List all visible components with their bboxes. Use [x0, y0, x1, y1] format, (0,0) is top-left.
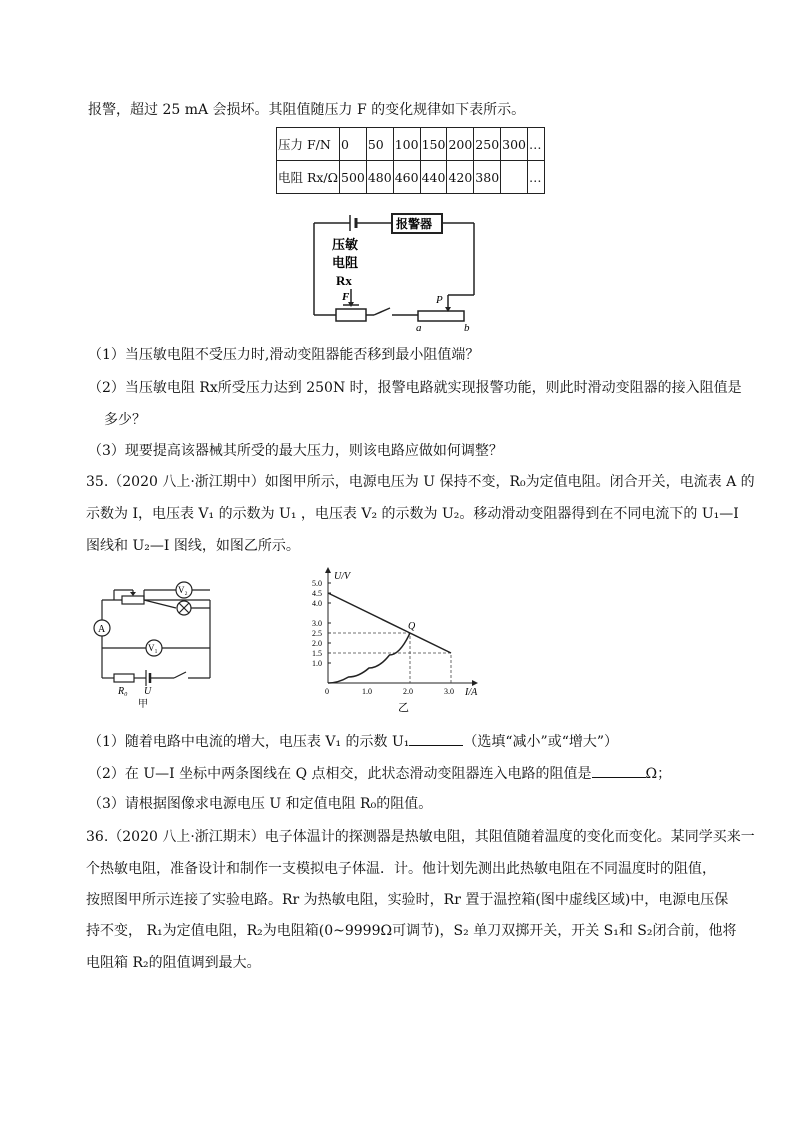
y-tick-label: 2.5 — [312, 629, 322, 638]
series-line-u1 — [328, 593, 451, 653]
table-cell: 250 — [474, 128, 501, 161]
x-tick-label: 2.0 — [403, 687, 413, 696]
voltmeter-v1-label: V₁ — [148, 643, 158, 653]
question-text: （2）在 U—I 坐标中两条图线在 Q 点相交，此状态滑动变阻器连入电路的阻值是 — [88, 766, 592, 782]
table-cell: 440 — [420, 161, 447, 194]
r0-label: R₀ — [118, 686, 128, 697]
intro-text: 报警，超过 25 mA 会损坏。其阻值随压力 F 的变化规律如下表所示。 — [88, 102, 526, 118]
y-tick-label: 1.0 — [312, 659, 322, 668]
question-text: Ω； — [645, 766, 672, 782]
series-curve-u2 — [328, 633, 410, 683]
question-text: （选填“减小”或“增大”） — [463, 734, 619, 750]
end-a-label: a — [416, 322, 422, 334]
question-text: 按照图甲所示连接了实验电路。Rr 为热敏电阻，实验时，Rr 置于温控箱(图中虚线区域)中，电源电压保 — [86, 892, 729, 908]
x-axis-label: I/A — [465, 687, 478, 698]
question-text: （2）当压敏电阻 Rx所受压力达到 250N 时，报警电路就实现报警功能，则此时滑动变阻器的接入阻值是 — [88, 380, 742, 396]
table-cell: 0 — [340, 128, 367, 161]
sensor-label: 电阻 — [332, 255, 359, 270]
y-axis-label: U/V — [334, 571, 351, 582]
table-cell: 100 — [393, 128, 420, 161]
guide-dashed-line — [328, 633, 410, 683]
y-tick-label: 5.0 — [312, 579, 322, 588]
table-cell: 电阻 Rx/Ω — [277, 161, 340, 194]
question-text: 持不变， R₁为定值电阻，R₂为电阻箱(0~9999Ω可调节)，S₂ 单刀双掷开关，开关 S₁和 S₂闭合前，他将 — [86, 923, 737, 939]
y-tick-label: 2.0 — [312, 639, 322, 648]
alarm-circuit-diagram — [300, 205, 490, 335]
x-tick-label: 0 — [325, 687, 329, 696]
u-label: U — [144, 686, 152, 697]
table-cell: … — [528, 161, 545, 194]
pressure-resistance-table — [276, 127, 545, 194]
alarm-label: 报警器 — [396, 217, 433, 231]
slider-label: P — [436, 294, 443, 306]
table-cell: … — [528, 128, 545, 161]
ui-graph-figure-yi — [300, 565, 485, 715]
question-text: 多少？ — [104, 412, 146, 428]
force-label: F — [342, 291, 350, 303]
table-row — [277, 128, 545, 161]
sensor-label: Rx — [336, 273, 352, 288]
end-b-label: b — [464, 322, 470, 334]
question-text — [88, 731, 618, 752]
sensor-label: 压敏 — [332, 237, 359, 252]
y-tick-label: 1.5 — [312, 649, 322, 658]
table-cell: 380 — [474, 161, 501, 194]
question-text: 图线和 U₂—I 图线，如图乙所示。 — [86, 538, 300, 554]
question-text: （3）现要提高该器械其所受的最大压力，则该电路应做如何调整？ — [88, 443, 503, 459]
voltmeter-v2-label: V₂ — [178, 585, 188, 595]
question-text: 个热敏电阻，准备设计和制作一支模拟电子体温．计。他计划先测出此热敏电阻在不同温度时的阻值， — [86, 861, 716, 877]
question-text: （3）请根据图像求电源电压 U 和定值电阻 R₀的阻值。 — [88, 796, 433, 812]
y-tick-label: 4.0 — [312, 599, 322, 608]
figure-caption: 甲 — [138, 699, 148, 710]
table-row — [277, 161, 545, 194]
question-text: 电阻箱 R₂的阻值调到最大。 — [86, 955, 261, 971]
table-cell: 300 — [501, 128, 528, 161]
question-text: 36.（2020 八上·浙江期末）电子体温计的探测器是热敏电阻，其阻值随着温度的变化而变化。某同学买来一 — [86, 829, 755, 845]
x-tick-label: 3.0 — [444, 687, 454, 696]
question-text: 35.（2020 八上·浙江期中）如图甲所示，电源电压为 U 保持不变，R₀为定值电阻。闭合开关，电流表 A 的 — [86, 474, 755, 490]
table-cell: 500 — [340, 161, 367, 194]
question-text: （1）当压敏电阻不受压力时,滑动变阻器能否移到最小阻值端？ — [88, 347, 480, 363]
table-cell: 压力 F/N — [277, 128, 340, 161]
y-tick-label: 4.5 — [312, 589, 322, 598]
table-cell: 420 — [447, 161, 474, 194]
answer-blank[interactable] — [409, 731, 463, 746]
question-text: （1）随着电路中电流的增大，电压表 V₁ 的示数 U₁ — [88, 734, 410, 750]
table-cell — [501, 161, 528, 194]
table-cell: 50 — [366, 128, 393, 161]
question-text: 示数为 I，电压表 V₁ 的示数为 U₁ ，电压表 V₂ 的示数为 U₂。移动滑动变阻器得到在不同电流下的 U₁—I — [86, 506, 739, 522]
table-cell: 480 — [366, 161, 393, 194]
question-text — [88, 763, 671, 784]
y-tick-label: 3.0 — [312, 619, 322, 628]
x-tick-label: 1.0 — [362, 687, 372, 696]
figure-caption: 乙 — [398, 702, 409, 714]
table-cell: 200 — [447, 128, 474, 161]
ammeter-label: A — [98, 624, 106, 635]
table-cell: 150 — [420, 128, 447, 161]
circuit-figure-jia — [92, 580, 217, 710]
point-q-label: Q — [408, 621, 416, 632]
answer-blank[interactable] — [592, 763, 646, 778]
table-cell: 460 — [393, 161, 420, 194]
